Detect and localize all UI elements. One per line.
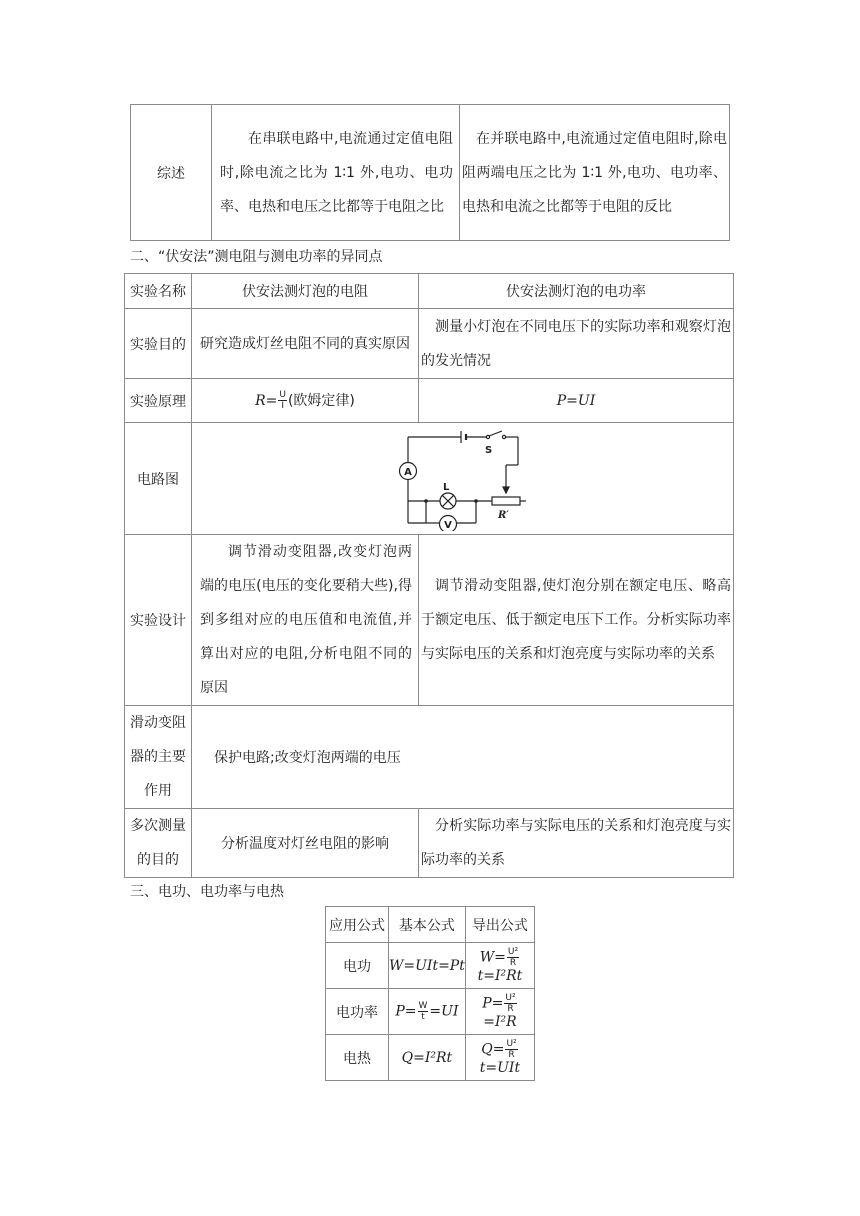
power-derived-num: U²: [505, 993, 516, 1003]
heat-name: 电热: [326, 1035, 389, 1081]
heat-basic: Q=I²Rt: [389, 1035, 466, 1081]
purpose-power-cell: [419, 309, 734, 379]
parallel-summary-cell: [460, 105, 730, 241]
work-basic: W=UIt=Pt: [389, 943, 466, 989]
design-power-cell: [419, 535, 734, 706]
parallel-summary-text: 在并联电路中,电流通过定值电阻时,除电阻两端电压之比为 1∶1 外,电功、电功率、电热和电流之比都等于电阻的反比: [462, 130, 727, 215]
voltmeter-label: V: [444, 520, 452, 531]
formula-table: [325, 906, 535, 1081]
principle-power: P=UI: [419, 379, 734, 423]
ohm-fraction: [278, 390, 287, 411]
rheostat-label: R′: [498, 510, 509, 521]
power-derived-lhs: P=: [482, 995, 504, 1012]
work-derived: [465, 943, 534, 989]
multiple-power: 分析实际功率与实际电压的关系和灯泡亮度与实际功率的关系: [421, 818, 731, 868]
purpose-label: 实验目的: [125, 309, 192, 379]
multiple-power-cell: [419, 809, 734, 878]
formula-header-derived: 导出公式: [465, 907, 534, 943]
purpose-resistance-cell: [192, 309, 419, 379]
heat-derived: [465, 1035, 534, 1081]
purpose-power: 测量小灯泡在不同电压下的实际功率和观察灯泡的发光情况: [421, 318, 731, 369]
rheostat-role-text: 保护电路;改变灯泡两端的电压: [214, 750, 401, 766]
principle-resistance: [192, 379, 419, 423]
ohm-den: I: [281, 401, 284, 412]
circuit-diagram: [398, 427, 540, 531]
multiple-resistance: 分析温度对灯丝电阻的影响: [192, 809, 419, 878]
heat-derived-num: U²: [506, 1039, 517, 1049]
switch-label: S: [485, 445, 493, 456]
power-derived-den: R: [507, 1004, 514, 1014]
work-derived-num: U²: [507, 947, 519, 957]
power-derived-rhs: =I²R: [483, 1014, 517, 1030]
multiple-label: 多次测量的目的: [130, 818, 186, 868]
series-summary-text: 在串联电路中,电流通过定值电阻时,除电流之比为 1∶1 外,电功、电功率、电热和电压之比都等于电阻之比: [220, 130, 453, 215]
design-resistance: 调节滑动变阻器,改变灯泡两端的电压(电压的变化要稍大些),得到多组对应的电压值和电流值,并算出对应的电阻,分析电阻不同的原因: [200, 544, 412, 696]
summary-label: 综述: [131, 105, 212, 241]
multiple-label-cell: [125, 809, 192, 878]
header-resistance: 伏安法测灯泡的电阻: [192, 274, 419, 309]
rheostat-role-label: 滑动变阻器的主要作用: [130, 715, 186, 799]
formula-header-basic: 基本公式: [389, 907, 466, 943]
section2-heading: 二、“伏安法”测电阻与测电功率的异同点: [130, 249, 383, 265]
circuit-cell: [192, 423, 734, 535]
header-power: 伏安法测灯泡的电功率: [419, 274, 734, 309]
power-basic-rhs: =UI: [429, 1003, 459, 1020]
rheostat-role-label-cell: [125, 706, 192, 809]
ohm-lhs: R=: [255, 392, 278, 409]
comparison-table: [124, 273, 734, 878]
ammeter-label: A: [404, 467, 412, 478]
formula-header-application: 应用公式: [326, 907, 389, 943]
lamp-label: L: [443, 482, 450, 493]
heat-derived-rhs: t=UIt: [479, 1060, 521, 1076]
purpose-resistance: 研究造成灯丝电阻不同的真实原因: [200, 335, 410, 352]
summary-table: [130, 104, 730, 241]
power-derived: [465, 989, 534, 1035]
work-derived-rhs: t=I²Rt: [477, 968, 523, 984]
circuit-label: 电路图: [125, 423, 192, 535]
power-name: 电功率: [326, 989, 389, 1035]
work-derived-den: R: [509, 958, 517, 968]
rheostat-role-cell: [192, 706, 734, 809]
work-derived-lhs: W=: [479, 949, 506, 966]
design-resistance-cell: [192, 535, 419, 706]
design-power: 调节滑动变阻器,使灯泡分别在额定电压、略高于额定电压、低于额定电压下工作。分析实际功率与实际电压的关系和灯泡亮度与实际功率的关系: [421, 578, 731, 662]
section3-heading: 三、电功、电功率与电热: [130, 884, 284, 900]
header-experiment-name: 实验名称: [125, 274, 192, 309]
ohm-note: (欧姆定律): [287, 392, 355, 409]
power-basic: [389, 989, 466, 1035]
heat-derived-den: R: [508, 1050, 515, 1060]
work-name: 电功: [326, 943, 389, 989]
ohm-num: U: [279, 390, 286, 401]
series-summary-cell: [212, 105, 460, 241]
design-label: 实验设计: [125, 535, 192, 706]
power-basic-den: t: [421, 1012, 425, 1022]
principle-label: 实验原理: [125, 379, 192, 423]
power-basic-lhs: P=: [395, 1003, 417, 1020]
power-basic-num: W: [418, 1001, 428, 1011]
heat-derived-lhs: Q=: [481, 1041, 505, 1058]
